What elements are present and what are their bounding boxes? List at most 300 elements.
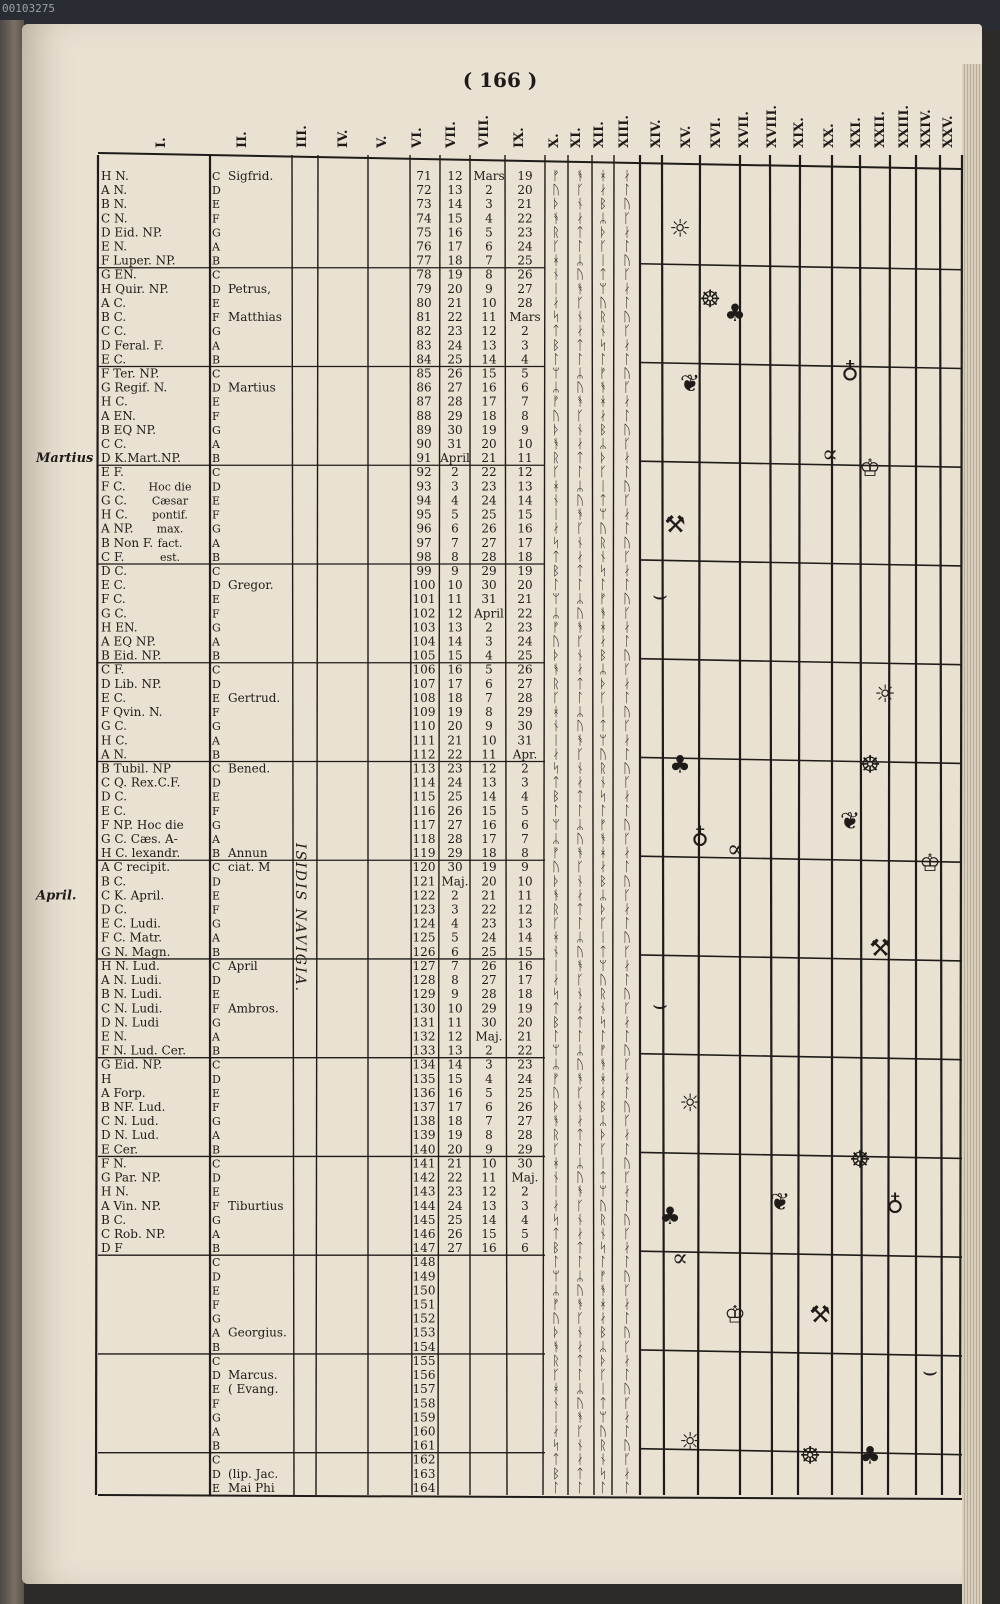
month-day: 29: [481, 1001, 497, 1016]
day-number: 150: [412, 1283, 436, 1298]
rune-glyph: ᚢ: [623, 1100, 631, 1116]
rune-glyph: ᛚ: [623, 295, 631, 311]
col1-entry: A N. Ludi.: [101, 973, 162, 988]
rune-glyph: ᚬ: [576, 1184, 584, 1200]
rune-glyph: ᛅ: [623, 169, 631, 185]
julian-day: 27: [447, 380, 463, 395]
rune-glyph: ᚼ: [552, 705, 560, 721]
column-header: VIII.: [477, 115, 492, 148]
julian-day: 21: [447, 1156, 463, 1171]
month-day: 26: [481, 521, 497, 536]
day-number: 163: [412, 1466, 436, 1481]
julian-day: 4: [451, 916, 459, 931]
old-day: 21: [517, 197, 533, 212]
rune-glyph: ᛚ: [576, 1480, 584, 1496]
old-day: 5: [521, 366, 529, 381]
old-day: 22: [517, 606, 533, 621]
old-day: 20: [517, 183, 533, 198]
dominical-letter: A: [212, 438, 220, 452]
dominical-letter: C: [212, 861, 221, 875]
rune-glyph: ᚢ: [623, 705, 631, 721]
week-rule-right: [640, 1054, 962, 1060]
column-header: III.: [295, 125, 310, 148]
rune-glyph: ᛁ: [599, 1156, 607, 1172]
month-day: 13: [481, 338, 497, 353]
day-number: 159: [412, 1410, 436, 1425]
day-number: 75: [416, 225, 432, 240]
dominical-letter: A: [212, 240, 220, 254]
month-day: 5: [485, 225, 493, 240]
day-number: 106: [412, 662, 436, 677]
day-number: 153: [412, 1325, 436, 1340]
old-day: 8: [521, 846, 529, 861]
column-rule: [543, 155, 545, 1495]
rune-glyph: ᛅ: [599, 634, 607, 650]
saint-name: Georgius.: [228, 1325, 287, 1340]
dominical-letter: E: [212, 1383, 221, 1397]
rune-glyph: ᚱ: [599, 535, 607, 551]
day-number: 152: [412, 1311, 436, 1326]
month-day: 29: [481, 563, 497, 578]
rune-glyph: ᚢ: [552, 634, 560, 650]
old-day: 18: [517, 549, 533, 564]
rune-glyph: ᛦ: [576, 592, 584, 608]
rune-glyph: ᚴ: [623, 832, 631, 848]
dominical-letter: F: [212, 508, 220, 522]
julian-day: 3: [451, 902, 459, 917]
week-rule-right: [640, 856, 962, 862]
column-header: II.: [235, 131, 250, 148]
julian-day: 18: [447, 690, 463, 705]
rune-glyph: ᚼ: [599, 169, 607, 185]
rune-glyph: ᛚ: [599, 352, 607, 368]
julian-day: 31: [447, 437, 463, 452]
rune-glyph: ᚴ: [623, 549, 631, 565]
rune-glyph: ᛒ: [552, 563, 560, 579]
rune-glyph: ᛅ: [576, 775, 584, 791]
julian-day: 8: [451, 973, 459, 988]
julian-day: 6: [451, 944, 459, 959]
col1-entry: F C.: [101, 592, 126, 607]
rune-glyph: ᚦ: [552, 422, 560, 438]
month-day: 14: [481, 789, 497, 804]
col1-entry: A Vin. NP.: [101, 1198, 162, 1213]
rune-glyph: ᛚ: [576, 465, 584, 481]
rune-glyph: ᛒ: [599, 1325, 607, 1341]
wheel-icon: ☸: [849, 1145, 871, 1174]
old-day: 11: [517, 451, 533, 466]
col1-entry: G EN.: [101, 267, 137, 282]
rune-glyph: ᛘ: [599, 281, 607, 297]
rune-glyph: ᛅ: [576, 888, 584, 904]
rune-glyph: ᛏ: [576, 789, 584, 805]
month-day: 10: [481, 1156, 497, 1171]
day-number: 125: [412, 930, 436, 945]
day-number: 120: [412, 860, 436, 875]
rune-glyph: ᛅ: [623, 620, 631, 636]
rune-glyph: ᚾ: [599, 1226, 607, 1242]
col1-entry: C K. April.: [101, 888, 165, 903]
tree-icon: ♣: [659, 1201, 681, 1230]
julian-day: 24: [447, 1198, 463, 1213]
julian-day: 29: [447, 846, 463, 861]
month-label-april: April.: [36, 888, 77, 904]
rune-glyph: ᚬ: [599, 606, 607, 622]
rune-glyph: ᛘ: [552, 592, 560, 608]
rune-glyph: ᛅ: [623, 394, 631, 410]
day-number: 121: [412, 874, 436, 889]
old-day: 24: [517, 634, 533, 649]
col1-entry: C Rob. NP.: [101, 1226, 166, 1241]
month-day: 24: [481, 930, 497, 945]
julian-day: 26: [447, 803, 463, 818]
julian-day: 15: [447, 1071, 463, 1086]
dominical-letter: C: [212, 1354, 221, 1368]
rune-glyph: ᛘ: [599, 1184, 607, 1200]
old-day: 28: [517, 1128, 533, 1143]
rune-glyph: ᛚ: [552, 1480, 560, 1496]
julian-day: 24: [447, 338, 463, 353]
month-day: 28: [481, 987, 497, 1002]
col1-entry: G Regif. N.: [101, 380, 168, 395]
month-day: 15: [481, 803, 497, 818]
day-number: 155: [412, 1353, 436, 1368]
rune-glyph: ᚠ: [599, 592, 607, 608]
dominical-letter: B: [212, 649, 221, 663]
saint-name: Marcus.: [228, 1368, 278, 1383]
rune-glyph: ᛏ: [576, 563, 584, 579]
crown-icon: ♔: [859, 454, 881, 483]
table-bottom-rule: [98, 1495, 962, 1499]
rune-glyph: ᛚ: [552, 352, 560, 368]
rune-glyph: ᛅ: [576, 1001, 584, 1017]
dominical-letter: G: [212, 1016, 221, 1030]
dominical-letter: C: [212, 663, 221, 677]
rune-glyph: ᚢ: [623, 987, 631, 1003]
col1-entry: C C.: [101, 324, 127, 339]
rune-glyph: ᛅ: [599, 1311, 607, 1327]
week-rule-right: [640, 659, 962, 665]
rune-glyph: ᚼ: [599, 1297, 607, 1313]
rune-glyph: ᛒ: [599, 1100, 607, 1116]
boat-icon: ⌣: [922, 1357, 938, 1386]
rune-glyph: ᛅ: [576, 662, 584, 678]
rune-glyph: ᛅ: [576, 549, 584, 565]
rune-glyph: ᛘ: [599, 1410, 607, 1426]
day-number: 110: [412, 719, 436, 734]
day-number: 156: [412, 1368, 436, 1383]
rune-glyph: ᛚ: [623, 1029, 631, 1045]
rune-glyph: ᚢ: [576, 1170, 584, 1186]
month-day: 16: [481, 817, 497, 832]
rune-glyph: ᛋ: [599, 1466, 607, 1482]
scan-label: 00103275: [2, 2, 55, 15]
old-day: 14: [517, 493, 533, 508]
rune-glyph: ᚦ: [552, 1325, 560, 1341]
day-number: 126: [412, 944, 436, 959]
old-day: 19: [517, 1001, 533, 1016]
old-day: 20: [517, 1015, 533, 1030]
rune-glyph: ᚢ: [599, 295, 607, 311]
col1-entry: B EQ NP.: [101, 422, 157, 437]
rune-glyph: ᚾ: [576, 1100, 584, 1116]
julian-day: 19: [447, 705, 463, 720]
julian-day: 9: [451, 563, 459, 578]
rune-glyph: ᛚ: [623, 690, 631, 706]
month-day: 3: [485, 634, 493, 649]
day-number: 77: [416, 253, 432, 268]
col1-entry: E N.: [101, 239, 128, 254]
col1-entry: F Luper. NP.: [101, 253, 176, 268]
rune-glyph: ᚴ: [623, 888, 631, 904]
saint-name: April: [228, 958, 258, 973]
page-number: ( 166 ): [462, 68, 538, 92]
rune-glyph: ᛅ: [576, 1114, 584, 1130]
rune-glyph: ᚬ: [552, 1114, 560, 1130]
julian-day: 23: [447, 761, 463, 776]
dominical-letter: B: [212, 452, 221, 466]
rune-glyph: ᚴ: [623, 719, 631, 735]
day-number: 104: [412, 634, 436, 649]
old-day: 27: [517, 1114, 533, 1129]
isidis-navigia: ISIDIS NAVIGIA.: [292, 843, 308, 994]
month-day: 6: [485, 676, 493, 691]
rune-glyph: ᛁ: [599, 253, 607, 269]
rune-glyph: ᚢ: [576, 719, 584, 735]
saint-name: Mai Phi: [228, 1480, 275, 1495]
col1-entry: D C.: [101, 902, 128, 917]
old-day: 4: [521, 1212, 529, 1227]
col1-entry: B Eid. NP.: [101, 648, 162, 663]
rune-glyph: ᛘ: [599, 958, 607, 974]
fish-icon: ∝: [671, 1244, 689, 1273]
column-header: XV.: [679, 125, 694, 148]
rune-glyph: ᛦ: [576, 366, 584, 382]
dominical-letter: C: [212, 1157, 221, 1171]
dominical-letter: B: [212, 748, 221, 762]
dominical-letter: A: [212, 1326, 220, 1340]
rune-glyph: ᛚ: [623, 239, 631, 255]
rune-glyph: ᛚ: [623, 521, 631, 537]
rune-glyph: ᚢ: [599, 973, 607, 989]
old-day: 25: [517, 1085, 533, 1100]
day-number: 87: [416, 394, 432, 409]
col1-entry: A EN.: [101, 408, 136, 423]
rune-glyph: ᚢ: [576, 944, 584, 960]
rune-glyph: ᚴ: [623, 1452, 631, 1468]
dominical-letter: G: [212, 917, 221, 931]
plough-icon: ⚒: [809, 1300, 831, 1329]
old-day: 25: [517, 648, 533, 663]
old-day: 20: [517, 578, 533, 593]
rune-glyph: ᛦ: [576, 1156, 584, 1172]
rune-glyph: ᚠ: [552, 169, 560, 185]
month-label-martius: Martius: [36, 451, 94, 467]
rune-glyph: ᛘ: [599, 733, 607, 749]
rune-glyph: ᚱ: [552, 902, 560, 918]
dominical-letter: D: [212, 282, 221, 296]
julian-day: 26: [447, 366, 463, 381]
dominical-letter: G: [212, 1411, 221, 1425]
day-number: 113: [412, 761, 436, 776]
month-day: 12: [481, 1184, 497, 1199]
week-rule-right: [640, 955, 962, 961]
col1-entry: A N.: [101, 183, 128, 198]
julian-day: 21: [447, 295, 463, 310]
plough-icon: ⚒: [869, 933, 891, 962]
old-day: 9: [521, 422, 529, 437]
rune-glyph: ᚴ: [552, 690, 560, 706]
rune-glyph: ᚢ: [623, 479, 631, 495]
julian-day: 19: [447, 267, 463, 282]
dominical-letter: D: [212, 381, 221, 395]
saint-name: Gertrud.: [228, 690, 281, 705]
dominical-letter: E: [212, 1185, 221, 1199]
rune-glyph: ᛅ: [552, 1198, 560, 1214]
old-day: 16: [517, 521, 533, 536]
col1-note: fact.: [157, 536, 183, 550]
col1-entry: D N. Lud.: [101, 1128, 159, 1143]
column-header: XIII.: [617, 115, 632, 148]
rune-glyph: ᚠ: [552, 620, 560, 636]
rune-glyph: ᛚ: [576, 352, 584, 368]
col1-entry: F N.: [101, 1156, 127, 1171]
column-rule: [960, 155, 962, 1495]
rune-glyph: ᛅ: [623, 902, 631, 918]
rune-glyph: ᚴ: [552, 465, 560, 481]
day-number: 135: [412, 1071, 436, 1086]
julian-day: 25: [447, 1212, 463, 1227]
old-day: 6: [521, 1241, 529, 1256]
wheel-icon: ☸: [699, 284, 721, 313]
col1-entry: D C.: [101, 789, 128, 804]
tree-icon: ♣: [724, 299, 746, 328]
julian-day: 28: [447, 832, 463, 847]
month-day: 6: [485, 1100, 493, 1115]
month-day: Maj.: [475, 1029, 503, 1044]
rune-glyph: ᛦ: [552, 832, 560, 848]
col1-entry: F N. Lud. Cer.: [101, 1043, 187, 1058]
day-number: 101: [412, 592, 436, 607]
rune-glyph: ᚴ: [623, 1114, 631, 1130]
rune-glyph: ᚱ: [599, 761, 607, 777]
month-day: 16: [481, 380, 497, 395]
old-day: 26: [517, 267, 533, 282]
rune-glyph: ᚴ: [623, 1226, 631, 1242]
dominical-letter: C: [212, 1453, 221, 1467]
month-day: 20: [481, 874, 497, 889]
horn-icon: ♁: [841, 355, 859, 384]
column-header: I.: [154, 137, 169, 148]
rune-glyph: ᛚ: [576, 690, 584, 706]
rune-glyph: ᛒ: [552, 1466, 560, 1482]
julian-day: 3: [451, 479, 459, 494]
old-day: 11: [517, 888, 533, 903]
col1-note: Cæsar: [151, 494, 189, 508]
rune-glyph: ᛏ: [576, 1241, 584, 1257]
rune-glyph: ᛒ: [552, 789, 560, 805]
col1-entry: H N.: [101, 169, 129, 184]
month-day: 17: [481, 832, 497, 847]
rune-glyph: ᚴ: [552, 239, 560, 255]
rune-glyph: ᛦ: [576, 817, 584, 833]
rune-glyph: ᛅ: [623, 676, 631, 692]
rune-glyph: ᛅ: [623, 338, 631, 354]
col1-entry: G Par. NP.: [101, 1170, 162, 1185]
rune-glyph: ᛏ: [576, 676, 584, 692]
month-day: April: [474, 606, 504, 621]
rune-glyph: ᛋ: [552, 535, 560, 551]
dominical-letter: D: [212, 480, 221, 494]
rune-glyph: ᚾ: [576, 648, 584, 664]
rune-glyph: ᚬ: [599, 1057, 607, 1073]
old-day: 29: [517, 705, 533, 720]
column-header: X.: [547, 133, 562, 148]
month-day: 31: [481, 592, 497, 607]
dominical-letter: E: [212, 296, 221, 310]
rune-glyph: ᚴ: [623, 944, 631, 960]
rune-glyph: ᚬ: [552, 662, 560, 678]
col1-entry: A Forp.: [101, 1085, 146, 1100]
rune-glyph: ᚦ: [552, 648, 560, 664]
rune-glyph: ᛋ: [599, 1241, 607, 1257]
old-day: 30: [517, 719, 533, 734]
rune-glyph: ᛦ: [599, 1114, 607, 1130]
col1-entry: E C.: [101, 352, 127, 367]
rune-glyph: ᚴ: [576, 1198, 584, 1214]
rune-glyph: ᛅ: [552, 1424, 560, 1440]
day-number: 80: [416, 295, 432, 310]
rune-glyph: ᚴ: [623, 211, 631, 227]
old-day: 23: [517, 225, 533, 240]
old-day: 28: [517, 295, 533, 310]
month-day: 8: [485, 1128, 493, 1143]
rune-glyph: ᚴ: [623, 1339, 631, 1355]
column-rule: [940, 155, 942, 1495]
rune-glyph: ᛅ: [623, 1071, 631, 1087]
rune-glyph: ᚬ: [552, 888, 560, 904]
dominical-letter: E: [212, 1481, 221, 1495]
rune-glyph: ᚢ: [552, 183, 560, 199]
dominical-letter: C: [212, 466, 221, 480]
col1-entry: B C.: [101, 310, 127, 325]
day-number: 108: [412, 690, 436, 705]
old-day: 26: [517, 1100, 533, 1115]
day-number: 100: [412, 578, 436, 593]
day-number: 79: [416, 281, 432, 296]
col1-entry: D K.Mart.NP.: [101, 451, 181, 466]
julian-day: 14: [447, 634, 463, 649]
col1-note: max.: [156, 522, 184, 536]
rune-glyph: ᚴ: [552, 916, 560, 932]
dominical-letter: G: [212, 621, 221, 635]
col1-entry: G C.: [101, 493, 127, 508]
old-day: 27: [517, 281, 533, 296]
rune-glyph: ᛅ: [623, 507, 631, 523]
rune-glyph: ᚢ: [552, 1311, 560, 1327]
rune-glyph: ᛅ: [552, 295, 560, 311]
rune-glyph: ᚢ: [552, 1085, 560, 1101]
rune-glyph: ᚢ: [599, 747, 607, 763]
day-number: 124: [412, 916, 436, 931]
julian-day: 17: [447, 239, 463, 254]
day-number: 81: [416, 310, 432, 325]
rune-glyph: ᚦ: [599, 902, 607, 918]
saint-name: Gregor.: [228, 578, 274, 593]
rune-glyph: ᚴ: [623, 267, 631, 283]
rune-glyph: ᛏ: [599, 493, 607, 509]
column-header: XIV.: [649, 119, 664, 148]
